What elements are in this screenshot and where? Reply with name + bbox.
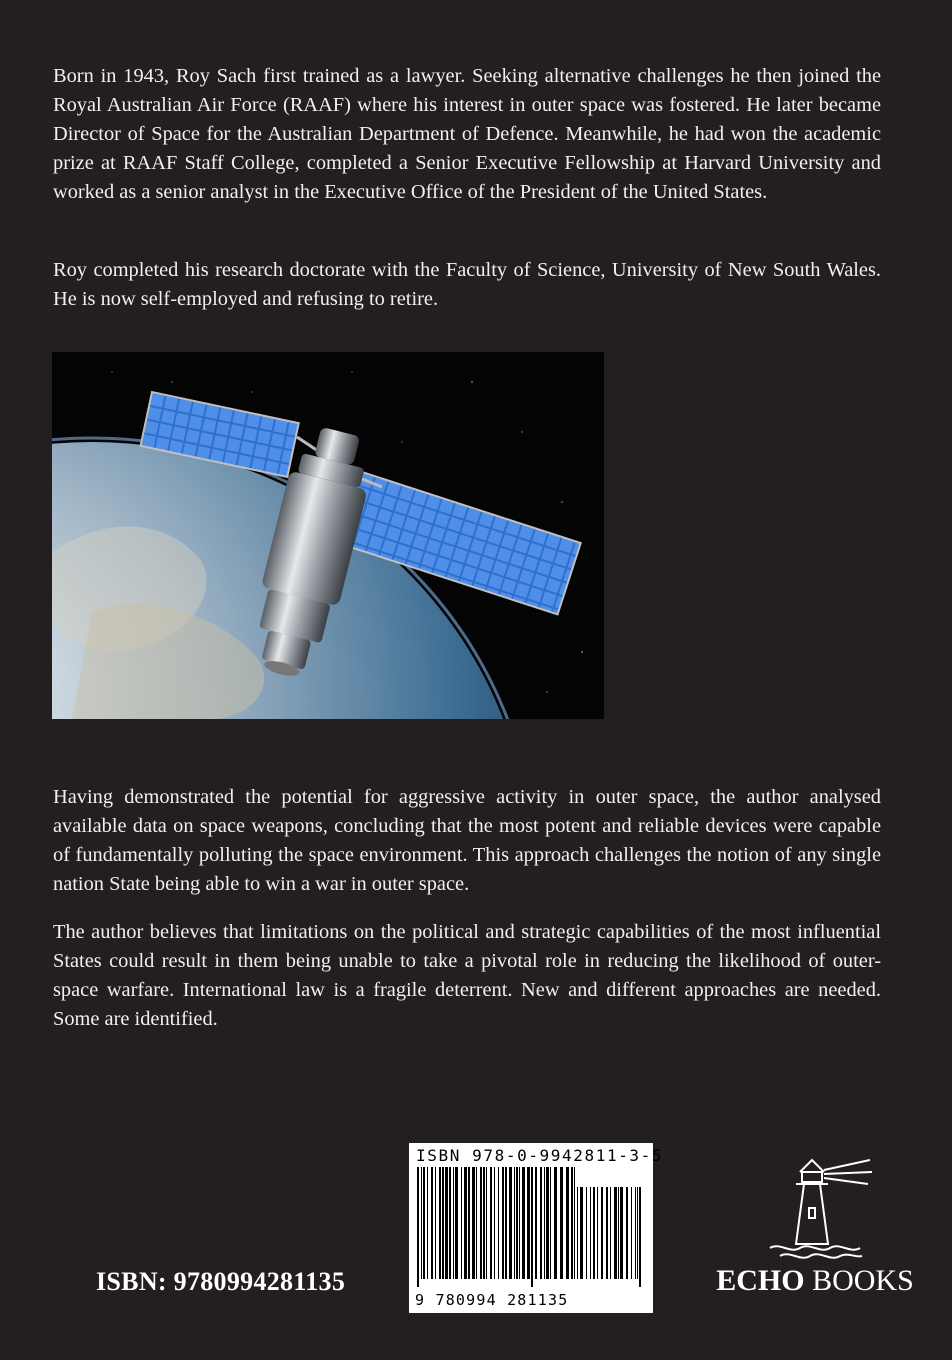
publisher-name: ECHO BOOKS — [716, 1264, 914, 1297]
barcode-bar — [535, 1167, 537, 1279]
barcode-bar — [468, 1167, 470, 1279]
barcode-bar — [417, 1167, 419, 1287]
barcode-bar — [531, 1167, 533, 1287]
barcode-bar — [427, 1167, 428, 1279]
barcode-bar — [494, 1167, 495, 1279]
barcode-bar — [431, 1167, 433, 1279]
lighthouse-icon — [700, 1152, 930, 1264]
barcode-bar — [461, 1167, 462, 1279]
barcode-bars — [415, 1167, 647, 1287]
barcode-bar — [498, 1167, 499, 1279]
barcode-bar — [486, 1167, 487, 1279]
barcode-bar — [435, 1167, 436, 1279]
barcode-bar — [442, 1167, 444, 1279]
barcode-isbn-line: ISBN 978-0-9942811-3-5 — [416, 1146, 664, 1165]
satellite-earth-image — [52, 352, 604, 719]
barcode-bar — [522, 1167, 525, 1279]
barcode-bar — [574, 1167, 575, 1279]
barcode-digits: 9 780994 281135 — [415, 1291, 569, 1309]
barcode-bar — [527, 1167, 530, 1279]
barcode-bar — [519, 1167, 520, 1279]
barcode-bar — [540, 1167, 542, 1279]
barcode-bar — [455, 1167, 458, 1279]
barcode-bar — [505, 1167, 507, 1279]
barcode-bar — [449, 1167, 451, 1279]
barcode-bar — [483, 1167, 485, 1279]
barcode-bar — [423, 1167, 425, 1279]
barcode-bar — [554, 1167, 557, 1279]
barcode-bar — [490, 1167, 492, 1279]
author-doctorate-paragraph: Roy completed his research doctorate with the Faculty of Science, University of New South Wales. He is now self-employed and refusing to retire. — [53, 259, 881, 310]
publisher-logo — [700, 1152, 930, 1302]
conclusion-paragraph: The author believes that limitations on the political and strategic capabilities of the most influential States could result in them being unable to take a pivotal role in reducing the likelihood of outer-space warfare. International law is a fragile deterrent. New and different approaches are needed. Some are identified. — [53, 921, 881, 1030]
barcode-bar — [464, 1167, 467, 1279]
barcode-bar — [480, 1167, 482, 1279]
space-weapons-paragraph: Having demonstrated the potential for aggressive activity in outer space, the author analysed available data on space weapons, concluding that the most potent and reliable devices were capable of fundamentally polluting the space environment. This approach challenges the notion of any single nation State being able to win a war in outer space. — [53, 786, 881, 895]
author-bio-paragraph: Born in 1943, Roy Sach first trained as a lawyer. Seeking alternative challenges he then joined the Royal Australian Air Force (RAAF) where his interest in outer space was fostered. He later became Director of Space for the Australian Department of Defence. Meanwhile, he had won the academic prize at RAAF Staff College, completed a Senior Executive Fellowship at Harvard University and worked as a senior analyst in the Executive Office of the President of the United States. — [53, 65, 881, 203]
barcode-bar — [502, 1167, 504, 1279]
barcode — [409, 1143, 664, 1313]
barcode-bar — [560, 1167, 563, 1279]
barcode-bar — [544, 1167, 545, 1279]
barcode-bar — [514, 1167, 515, 1279]
barcode-bar — [550, 1167, 551, 1279]
barcode-bar — [453, 1167, 454, 1279]
barcode-bar — [566, 1167, 569, 1279]
barcode-bar — [472, 1167, 475, 1279]
isbn-label: ISBN: 9780994281135 — [96, 1267, 346, 1296]
barcode-bar — [571, 1167, 573, 1279]
barcode-bar — [421, 1167, 422, 1279]
barcode-bar — [445, 1167, 448, 1279]
barcode-bar — [509, 1167, 512, 1279]
barcode-bar — [546, 1167, 549, 1279]
price-code-background — [575, 1167, 647, 1187]
barcode-bar — [516, 1167, 518, 1279]
barcode-bar — [439, 1167, 441, 1279]
barcode-bar — [476, 1167, 477, 1279]
